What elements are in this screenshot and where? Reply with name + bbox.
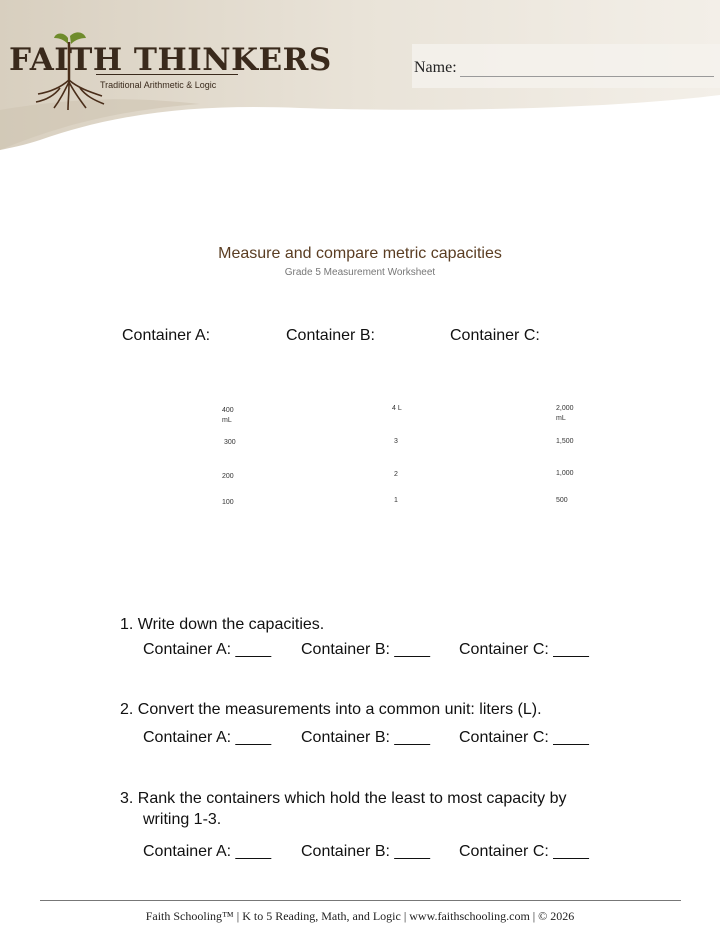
container-a-tick: 100 xyxy=(222,499,234,506)
question-1-text: 1. Write down the capacities. xyxy=(120,616,325,633)
container-b-tick: 1 xyxy=(394,497,398,504)
tree-roots-icon xyxy=(20,30,120,110)
container-b-tick: 3 xyxy=(394,438,398,445)
q2-answer-a[interactable]: Container A: ____ xyxy=(143,729,272,746)
brand-logo-text: FAITH THINKERS xyxy=(9,42,332,78)
container-c-tick: 2,000 mL xyxy=(556,405,574,422)
question-3-text: 3. Rank the containers which hold the least to most capacity by xyxy=(120,790,567,807)
container-b-tick: 2 xyxy=(394,471,398,478)
q3-answer-c[interactable]: Container C: ____ xyxy=(459,843,589,860)
footer-divider xyxy=(40,900,681,901)
q2-answer-c[interactable]: Container C: ____ xyxy=(459,729,589,746)
q3-answer-b[interactable]: Container B: ____ xyxy=(301,843,430,860)
q2-answer-b[interactable]: Container B: ____ xyxy=(301,729,430,746)
container-b-label: Container B: xyxy=(286,327,375,344)
brand-tagline: Traditional Arithmetic & Logic xyxy=(100,80,217,90)
q3-answer-a[interactable]: Container A: ____ xyxy=(143,843,272,860)
tagline-divider xyxy=(96,74,238,75)
q1-answer-b[interactable]: Container B: ____ xyxy=(301,641,430,658)
page-title: Measure and compare metric capacities xyxy=(218,245,502,262)
question-2-text: 2. Convert the measurements into a common unit: liters (L). xyxy=(120,701,542,718)
name-input-line[interactable] xyxy=(460,76,714,77)
footer-text: Faith Schooling™ | K to 5 Reading, Math, and Logic | www.faithschooling.com | © 2026 xyxy=(145,909,575,923)
container-a-label: Container A: xyxy=(122,327,211,344)
page-subtitle: Grade 5 Measurement Worksheet xyxy=(284,267,436,278)
container-b-tick: 4 L xyxy=(392,405,402,412)
container-c-tick: 500 xyxy=(556,497,568,504)
question-3-text-cont: writing 1-3. xyxy=(143,811,222,828)
container-c-label: Container C: xyxy=(450,327,540,344)
container-c-tick: 1,500 xyxy=(556,438,574,445)
container-a-tick: 300 xyxy=(224,439,236,446)
container-c-tick: 1,000 xyxy=(556,470,574,477)
q1-answer-a[interactable]: Container A: ____ xyxy=(143,641,272,658)
container-a-tick: 400 mL xyxy=(222,407,234,424)
name-label: Name: xyxy=(414,59,457,76)
container-a-tick: 200 xyxy=(222,473,234,480)
q1-answer-c[interactable]: Container C: ____ xyxy=(459,641,589,658)
